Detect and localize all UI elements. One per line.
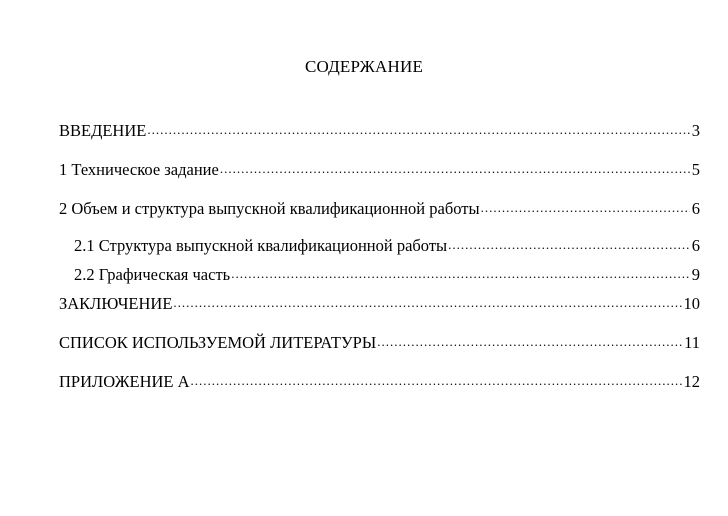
toc-page-number: 12 [683, 372, 700, 391]
toc-page-number: 6 [691, 199, 700, 218]
toc-entry-label: ВВЕДЕНИЕ [59, 121, 147, 140]
toc-page-number: 10 [683, 294, 700, 313]
toc-entry-references[interactable] [59, 333, 700, 353]
toc-entry-graphic-part[interactable] [74, 265, 700, 285]
toc-leader-dots [191, 371, 682, 391]
toc-leader-dots [220, 159, 690, 179]
page-title: СОДЕРЖАНИЕ [304, 57, 424, 76]
toc-entry-technical-task[interactable] [59, 160, 700, 180]
toc-entry-work-structure[interactable] [74, 236, 700, 256]
toc-leader-dots [147, 120, 689, 140]
toc-entry-label: 1 Техническое задание [59, 160, 219, 179]
toc-entry-label: 2.2 Графическая часть [74, 265, 231, 284]
toc-leader-dots [448, 235, 690, 255]
toc-entry-conclusion[interactable] [59, 294, 700, 314]
toc-entry-label: 2 Объем и структура выпускной квалификационной работы [59, 199, 480, 218]
toc-page-number: 3 [691, 121, 700, 140]
toc-page-number: 9 [691, 265, 700, 284]
toc-entry-scope-structure[interactable] [59, 199, 700, 219]
toc-entry-label: 2.1 Структура выпускной квалификационной работы [74, 236, 448, 255]
toc-page-number: 5 [691, 160, 700, 179]
toc-entry-label: ПРИЛОЖЕНИЕ А [59, 372, 190, 391]
toc-entry-label: ЗАКЛЮЧЕНИЕ [59, 294, 173, 313]
toc-entry-label: СПИСОК ИСПОЛЬЗУЕМОЙ ЛИТЕРАТУРЫ [59, 333, 377, 352]
toc-leader-dots [173, 293, 681, 313]
toc-page-number: 6 [691, 236, 700, 255]
toc-leader-dots [481, 198, 690, 218]
toc-entry-introduction[interactable] [59, 121, 700, 141]
toc-page-number: 11 [684, 333, 700, 352]
toc-entry-appendix-a[interactable] [59, 372, 700, 392]
toc-leader-dots [377, 332, 682, 352]
toc-leader-dots [231, 264, 690, 284]
